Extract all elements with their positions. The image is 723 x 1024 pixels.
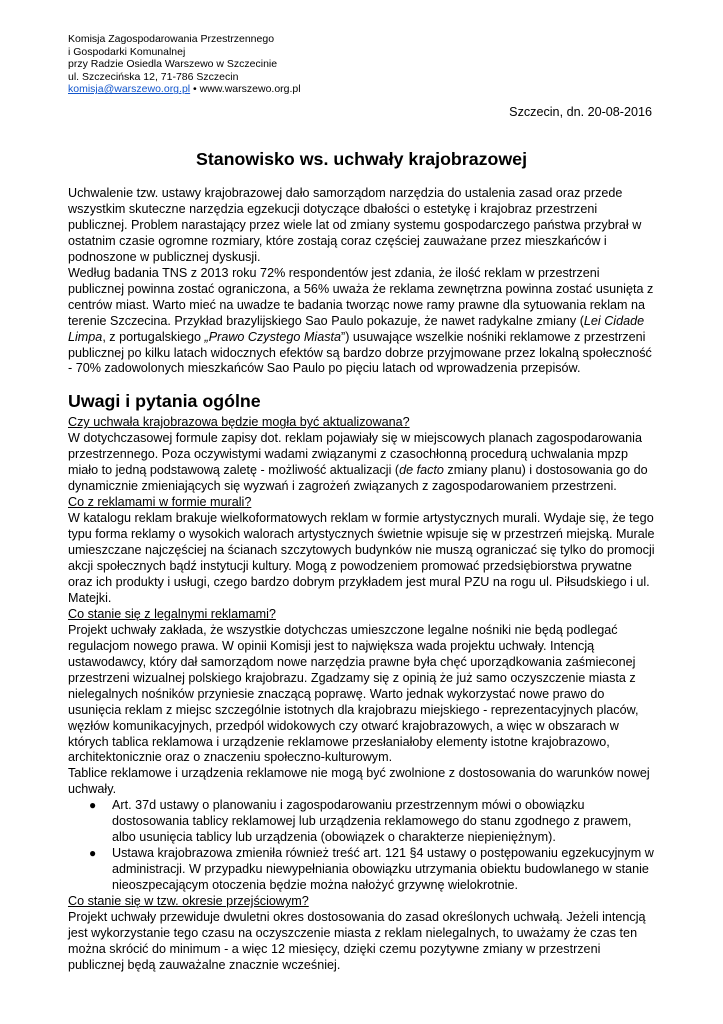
intro-paragraph-2	[68, 266, 658, 378]
question-2: Co z reklamami w formie murali?	[68, 495, 252, 510]
letterhead	[68, 33, 301, 96]
website-text: www.warszewo.org.pl	[199, 83, 301, 96]
intro-p2-text-a: Według badania TNS z 2013 roku 72% respondentów jest zdania, że ilość reklam w przestrzeni publicznej powinna zostać ograniczona, a 56% uważa że reklama zewnętrzna powinna zostać usunięta z centrów miast. Warto mieć na uwadze te badania tworząc nowe ramy prawne dla sytuowania reklam na terenie Szczecina. Przykład brazylijskiego Sao Paulo pokazuje, że nawet radykalne zmiany (	[68, 265, 654, 328]
letterhead-contact	[68, 83, 301, 96]
intro-p2-italic-2: „Prawo Czystego Miasta	[204, 329, 342, 344]
question-3: Co stanie się z legalnymi reklamami?	[68, 606, 276, 621]
list-item-text: Art. 37d ustawy o planowaniu i zagospodarowaniu przestrzennym mówi o obowiązku dostosowania tablicy reklamowej lub urządzenia reklamowego do stanu zgodnego z prawem, albo usunięcia tablicy lub urządzenia (obowiązek o charakterze niepieniężnym).	[112, 798, 632, 845]
letterhead-address: ul. Szczecińska 12, 71-786 Szczecin	[68, 70, 239, 83]
intro-p2-text-c: ”) usuwające wszelkie nośniki reklamowe z przestrzeni publicznej po kilku latach widocznych efektów są bardzo dobrze przyjmowane przez lokalną społeczność - 70% zadowolonych mieszkańców Sao Paulo po pięciu latach od wprowadzenia przepisów.	[68, 329, 652, 376]
question-1: Czy uchwała krajobrazowa będzie mogła być aktualizowana?	[68, 415, 410, 430]
section-heading: Uwagi i pytania ogólne	[68, 391, 261, 412]
answer-1-text-b: zmiany planu) i dostosowania go do dynamicznie zmieniających się wyzwań i zagrożeń związanych z zagospodarowaniem przestrzeni.	[68, 463, 648, 494]
answer-1-text-a: W dotychczasowej formule zapisy dot. reklam pojawiały się w miejscowych planach zagospodarowania przestrzennego. Poza oczywistymi wadami związanymi z czasochłonną procedurą uchwalania mpzp miało to jedną podstawową zaletę - możliwość aktualizacji (	[68, 431, 642, 478]
email-link[interactable]: komisja@warszewo.org.pl	[68, 83, 191, 96]
document-date: Szczecin, dn. 20-08-2016	[509, 105, 652, 119]
answer-4: Projekt uchwały przewiduje dwuletni okres dostosowania do zasad określonych uchwałą. Jeżeli intencją jest wykorzystanie tego czasu na oczyszczenie miasta z reklam nielegalnych, to uważamy że czas ten można skrócić do minimum - a więc 12 miesięcy, dzięki czemu pozytywne zmiany w przestrzeni publicznej będą zauważalne znacznie wcześniej.	[68, 909, 646, 972]
document-body	[68, 186, 658, 974]
intro-p2-text-b: , z portugalskiego	[102, 329, 205, 344]
intro-paragraph-1: Uchwalenie tzw. ustawy krajobrazowej dało samorządom narzędzia do ustalenia zasad oraz przede wszystkim skuteczne narzędzia egzekucji dotyczące dbałości o estetykę i krajobraz przestrzeni publicznej. Problem narastający przez wiele lat od zmiany systemu gospodarczego państwa przybrał w ostatnim czasie ogromne rozmiary, które zostają coraz częściej zauważane przez mieszkańców i podnoszone w publicznej dyskusji.	[68, 186, 642, 264]
document-title: Stanowisko ws. uchwały krajobrazowej	[195, 149, 528, 169]
bullet-icon: ●	[89, 798, 97, 813]
answer-1-italic: de facto	[399, 463, 444, 478]
bullet-icon: ●	[89, 846, 97, 861]
answer-1	[68, 431, 658, 495]
contact-separator: •	[190, 83, 200, 96]
list-item	[68, 798, 658, 846]
answer-3-paragraph-1: Projekt uchwały zakłada, że wszystkie dotychczas umieszczone legalne nośniki nie będą podlegać regulacjom nowego prawa. W opinii Komisji jest to największa wada projektu uchwały. Intencją ustawodawcy, który dał samorządom nowe narzędzia prawne była chęć uporządkowania zaśmieconej przestrzeni wizualnej polskiego krajobrazu. Zgadzamy się z opinią że już samo oczyszczenie miasta z nielegalnych nośników przyniesie znaczącą poprawę. Warto jednak wykorzystać nowe prawo do usunięcia reklam z miejsc szczególnie istotnych dla krajobrazu miejskiego - reprezentacyjnych placów, węzłów komunikacyjnych, przedpól widokowych czy otwarć krajobrazowych, a więc w obszarach w których tablica reklamowa i urządzenie reklamowe przesłaniałoby elementy istotne krajobrazowo, architektonicznie oraz o znaczeniu społeczno-kulturowym.	[68, 622, 639, 765]
list-item	[68, 846, 658, 894]
letterhead-line-1: Komisja Zagospodarowania Przestrzennego	[68, 33, 275, 45]
question-4: Co stanie się w tzw. okresie przejściowym?	[68, 894, 309, 909]
list-item-text: Ustawa krajobrazowa zmieniła również treść art. 121 §4 ustawy o postępowaniu egzekucyjnym w administracji. W przypadku niewypełniania obowiązku utrzymania obiektu budowlanego w stanie nieoszpecającym otoczenia będzie można nałożyć grzywnę wielokrotnie.	[112, 846, 654, 893]
answer-2: W katalogu reklam brakuje wielkoformatowych reklam w formie artystycznych murali. Wydaje się, że tego typu forma reklamy o wysokich walorach artystycznych świetnie wpisuje się w przestrzeń miejską. Murale umieszczane najczęściej na ścianach szczytowych budynków nie muszą ograniczać się tylko do promocji akcji społecznych bądź instytucji kultury. Mogą z powodzeniem promować przedsiębiorstwa prywatne oraz ich produkty i usługi, czego bardzo dobrym przykładem jest mural PZU na rogu ul. Piłsudskiego i ul. Matejki.	[68, 511, 655, 605]
answer-3-bullet-list	[68, 798, 658, 894]
letterhead-line-2: i Gospodarki Komunalnej	[68, 45, 186, 58]
intro-p2-italic-1: Lei Cidade Limpa	[68, 313, 645, 344]
letterhead-line-3: przy Radzie Osiedla Warszewo w Szczecinie	[68, 58, 278, 71]
answer-3-paragraph-2: Tablice reklamowe i urządzenia reklamowe nie mogą być zwolnione z dostosowania do warunków nowej uchwały.	[68, 766, 650, 797]
